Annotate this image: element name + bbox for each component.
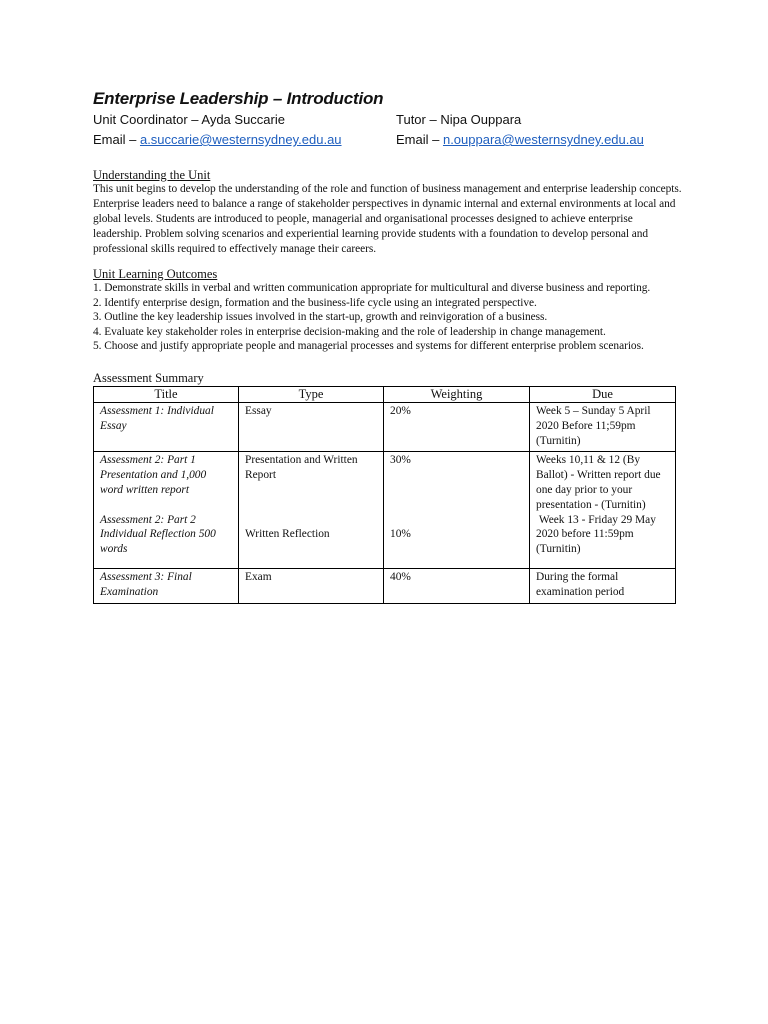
tutor-email-line — [396, 130, 644, 150]
assessment-title: Assessment 2: Part 1 Presentation and 1,000 word written report — [100, 454, 207, 496]
table-row — [94, 402, 676, 451]
assessment-heading: Assessment Summary — [93, 370, 204, 385]
outcome-item: 4. Evaluate key stakeholder roles in enterprise decision-making and the role of leadership in change management. — [93, 325, 606, 338]
document-title: Enterprise Leadership – Introduction — [93, 89, 384, 108]
assessment-type: Exam — [239, 568, 384, 603]
outcome-item: 5. Choose and justify appropriate people and managerial processes and systems for different enterprise problem scenarios. — [93, 340, 644, 353]
assessment-weighting: 40% — [384, 568, 530, 603]
column-header-type: Type — [239, 386, 384, 402]
assessment-type-cell — [239, 452, 384, 569]
coordinator-email-link[interactable]: a.succarie@westernsydney.edu.au — [139, 132, 342, 147]
outcome-item: 2. Identify enterprise design, formation and the business-life cycle using an integrated perspective. — [93, 296, 537, 309]
assessment-type: Presentation and Written Report — [245, 454, 358, 482]
tutor-email-link[interactable]: n.ouppara@westernsydney.edu.au — [442, 132, 644, 147]
email-label: Email – — [396, 132, 443, 147]
assessment-title: Assessment 2: Part 2 Individual Reflection 500 words — [100, 513, 216, 556]
contact-block — [93, 110, 683, 150]
tutor: Tutor – Nipa Ouppara — [396, 112, 522, 127]
contact-names-row — [93, 110, 683, 130]
assessment-type: Written Reflection — [245, 528, 330, 541]
column-header-weighting: Weighting — [384, 386, 530, 402]
outcome-item: 1. Demonstrate skills in verbal and written communication appropriate for multicultural and diverse business and reporting. — [93, 282, 651, 294]
outcome-item: 3. Outline the key leadership issues involved in the start-up, growth and reinvigoration of a business. — [93, 311, 548, 324]
assessment-weighting-cell — [384, 452, 530, 569]
assessment-table — [93, 386, 676, 604]
assessment-due-cell — [530, 452, 676, 569]
assessment-title: Assessment 3: Final Examination — [94, 568, 239, 603]
assessment-weighting: 10% — [390, 528, 411, 541]
understanding-heading: Understanding the Unit — [93, 168, 211, 182]
assessment-weighting: 30% — [390, 454, 411, 467]
table-row — [94, 452, 676, 569]
assessment-title: Assessment 1: Individual Essay — [94, 402, 239, 451]
assessment-due: Week 5 – Sunday 5 April 2020 Before 11;59pm (Turnitin) — [530, 402, 676, 451]
table-row — [94, 568, 676, 603]
assessment-due: Week 13 - Friday 29 May 2020 before 11:59pm (Turnitin) — [536, 513, 659, 556]
coordinator-email-line — [93, 130, 396, 150]
assessment-type: Essay — [239, 402, 384, 451]
outcomes-list — [93, 281, 683, 354]
assessment-title-cell — [94, 452, 239, 569]
assessment-due: During the formal examination period — [530, 568, 676, 603]
email-label: Email – — [93, 132, 140, 147]
understanding-text: This unit begins to develop the understanding of the role and function of business management and enterprise leadership concepts. Enterprise leaders need to balance a range of stakeholder perspectives in dynamic internal and external environments at local and global levels. Students are introduced to people, managerial and organisational processes designed to achieve enterprise leadership. Problem solving scenarios and experiential learning provide students with a foundation to develop personal and professional skills required to effectively manage their careers. — [93, 183, 682, 255]
table-header-row — [94, 386, 676, 402]
outcomes-heading: Unit Learning Outcomes — [93, 267, 218, 281]
unit-coordinator: Unit Coordinator – Ayda Succarie — [93, 112, 285, 127]
column-header-due: Due — [530, 386, 676, 402]
assessment-due: Weeks 10,11 & 12 (By Ballot) - Written report due one day prior to your presentation - (Turnitin) — [536, 454, 661, 511]
assessment-weighting: 20% — [384, 402, 530, 451]
contact-emails-row — [93, 130, 683, 150]
column-header-title: Title — [94, 386, 239, 402]
document-page — [93, 88, 683, 604]
